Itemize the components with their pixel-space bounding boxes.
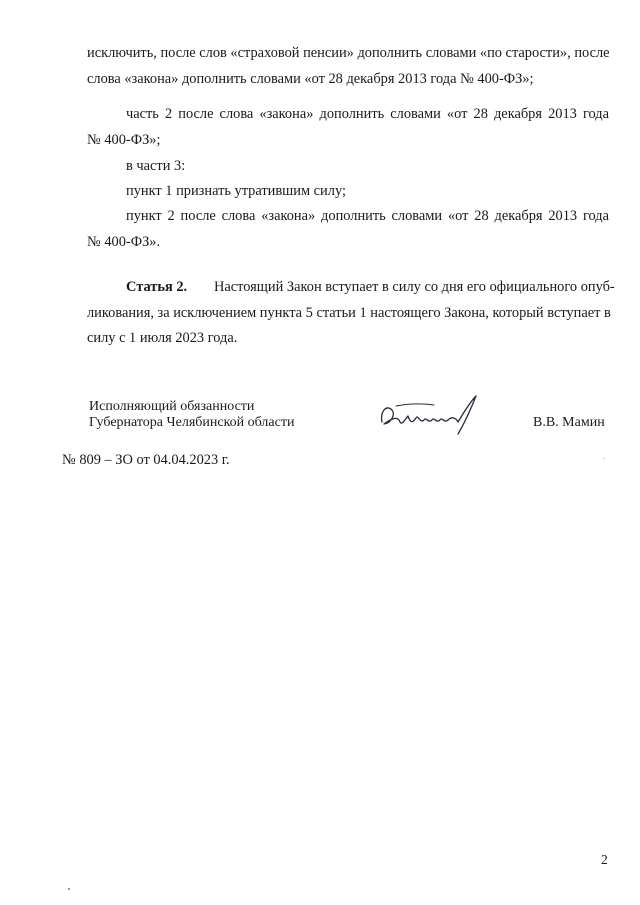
- signer-position-line-2: Губернатора Челябинской области: [89, 415, 295, 430]
- body-line-2: слова «закона» дополнить словами «от 28 декабря 2013 года № 400-ФЗ»;: [87, 71, 534, 87]
- page-number: 2: [601, 852, 608, 867]
- body-line-7: пункт 2 после слова «закона» дополнить словами «от 28 декабря 2013 года: [126, 208, 609, 224]
- signer-name: В.В. Мамин: [533, 415, 605, 430]
- body-line-1: исключить, после слов «страховой пенсии» дополнить словами «по старости», после: [87, 45, 610, 61]
- scan-speck: [68, 888, 70, 890]
- body-line-4: № 400-ФЗ»;: [87, 132, 161, 148]
- body-line-6: пункт 1 признать утратившим силу;: [126, 183, 346, 199]
- article-line-1: Настоящий Закон вступает в силу со дня его официального опуб-: [214, 279, 615, 295]
- handwritten-signature: [372, 388, 488, 440]
- article-heading: Статья 2.: [126, 279, 188, 295]
- body-line-5: в части 3:: [126, 158, 186, 174]
- signer-position-line-1: Исполняющий обязанности: [89, 399, 255, 414]
- article-line-3: силу с 1 июля 2023 года.: [87, 330, 238, 346]
- law-number: № 809 – ЗО от 04.04.2023 г.: [62, 452, 230, 468]
- body-line-3: часть 2 после слова «закона» дополнить словами «от 28 декабря 2013 года: [126, 106, 609, 122]
- body-line-8: № 400-ФЗ».: [87, 234, 161, 250]
- scan-speck: [603, 458, 605, 459]
- article-line-2: ликования, за исключением пункта 5 статьи 1 настоящего Закона, который вступает в: [87, 305, 611, 321]
